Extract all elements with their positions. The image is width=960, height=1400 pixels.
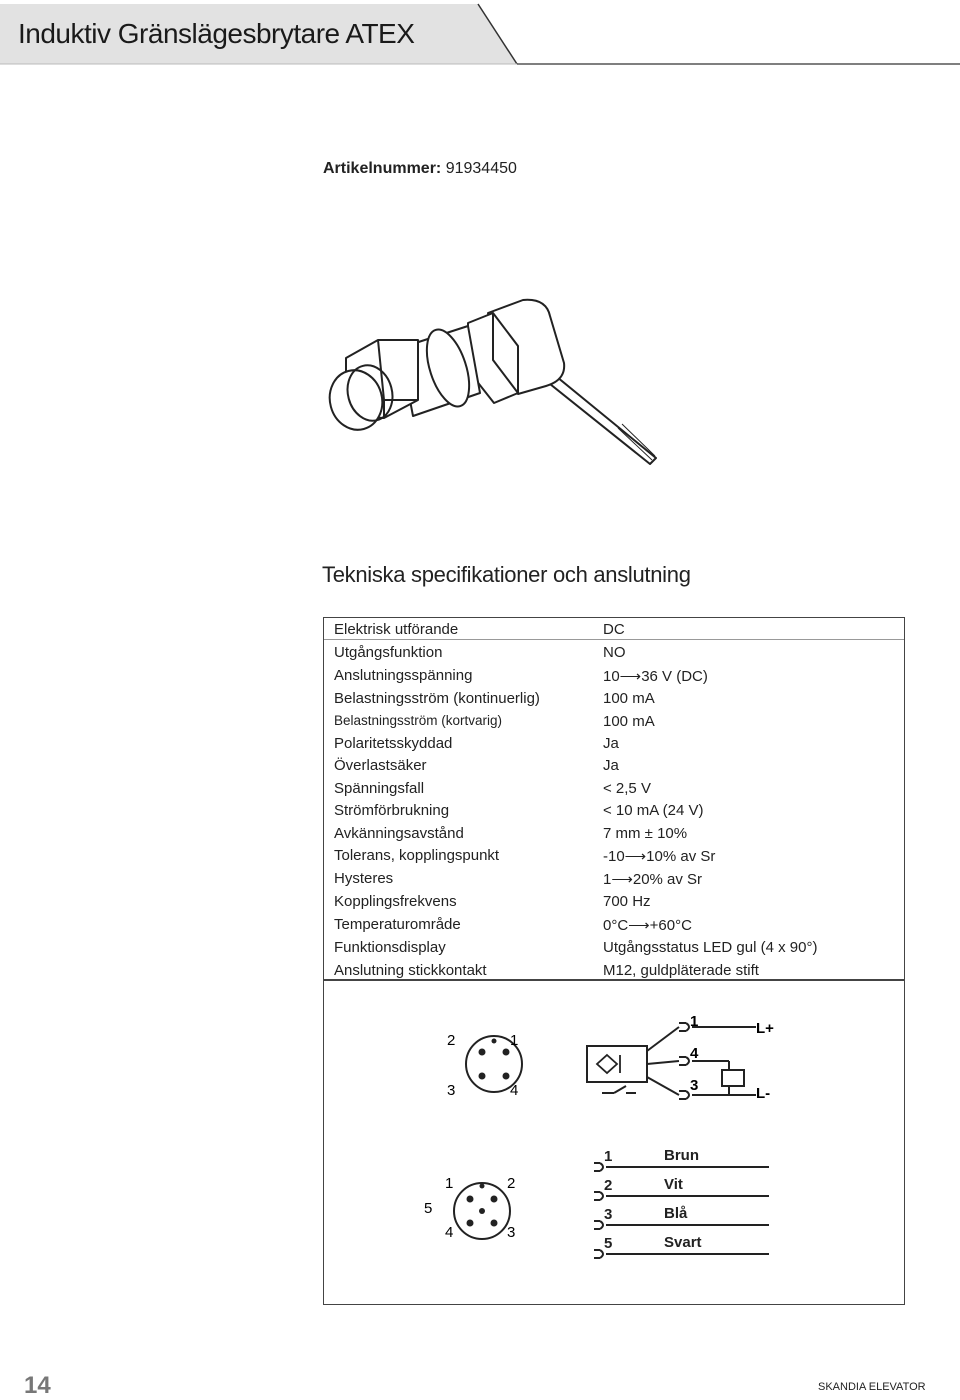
spec-value: 100 mA	[603, 713, 655, 730]
spec-key: Belastningsström (kortvarig)	[334, 713, 503, 728]
spec-row	[324, 618, 904, 641]
c5-pin-label: 3	[507, 1224, 516, 1241]
spec-key: Strömförbrukning	[334, 802, 450, 819]
circuit-diagram	[587, 1023, 756, 1099]
spec-value: < 10 mA (24 V)	[603, 802, 704, 819]
wire-pin-label: 1	[604, 1148, 613, 1165]
spec-value: 10⟶36 V (DC)	[603, 668, 708, 685]
wire-color-label: Vit	[664, 1176, 683, 1193]
spec-key: Belastningsström (kontinuerlig)	[334, 690, 540, 707]
c5-pin-label: 4	[445, 1224, 454, 1241]
spec-key: Anslutningsspänning	[334, 667, 473, 684]
spec-key: Överlastsäker	[334, 757, 427, 774]
spec-row	[324, 732, 904, 755]
connector-4-pin	[447, 1032, 522, 1099]
wire-pin-label: 5	[604, 1235, 613, 1252]
spec-table	[323, 617, 905, 980]
spec-value: Ja	[603, 757, 619, 774]
spec-row	[324, 959, 904, 982]
spec-key: Polaritetsskyddad	[334, 735, 453, 752]
spec-row	[324, 710, 904, 733]
article-number	[323, 160, 517, 178]
spec-row	[324, 777, 904, 800]
spec-value: DC	[603, 621, 625, 638]
connector-5-pin	[424, 1175, 515, 1241]
page-header	[0, 0, 960, 70]
spec-row	[324, 844, 904, 867]
spec-key: Funktionsdisplay	[334, 939, 446, 956]
spec-key: Kopplingsfrekvens	[334, 893, 457, 910]
c4-pin-label: 1	[510, 1032, 519, 1049]
wire-color-label: Blå	[664, 1205, 688, 1222]
spec-value: 7 mm ± 10%	[603, 825, 688, 842]
c4-pin-label: 4	[510, 1082, 519, 1099]
spec-row	[324, 687, 904, 710]
spec-key: Temperaturområde	[334, 916, 461, 933]
footer-brand: SKANDIA ELEVATOR	[818, 1381, 926, 1393]
page-title: Induktiv Gränslägesbrytare ATEX	[18, 18, 415, 49]
section-title: Tekniska specifikationer och anslutning	[322, 562, 691, 587]
c5-pin-label: 2	[507, 1175, 516, 1192]
spec-row	[324, 890, 904, 913]
spec-row	[324, 936, 904, 959]
spec-row	[324, 799, 904, 822]
spec-key: Tolerans, kopplingspunkt	[334, 847, 500, 864]
spec-value: Utgångsstatus LED gul (4 x 90°)	[603, 939, 818, 956]
wire-pin-label: 2	[604, 1177, 613, 1194]
spec-key: Elektrisk utförande	[334, 621, 459, 638]
spec-row	[324, 822, 904, 845]
c4-pin-label: 3	[447, 1082, 456, 1099]
article-label: Artikelnummer:	[323, 160, 442, 177]
spec-value: -10⟶10% av Sr	[603, 848, 716, 865]
page-number: 14	[24, 1372, 51, 1399]
spec-value: 700 Hz	[603, 893, 651, 910]
spec-value: 0°C⟶+60°C	[603, 917, 692, 934]
spec-row	[324, 867, 904, 890]
c4-pin-label: 2	[447, 1032, 456, 1049]
l-minus-label: L-	[756, 1085, 771, 1102]
spec-key: Spänningsfall	[334, 780, 425, 797]
spec-row	[324, 754, 904, 777]
spec-value: < 2,5 V	[603, 780, 651, 797]
l-plus-label: L+	[756, 1020, 774, 1037]
c5-pin-label: 5	[424, 1200, 433, 1217]
wiring-diagram	[324, 981, 906, 1306]
spec-value: 100 mA	[603, 690, 655, 707]
spec-row	[324, 641, 904, 664]
spec-key: Anslutning stickkontakt	[334, 962, 487, 979]
spec-value: NO	[603, 644, 626, 661]
circuit-pin-label: 3	[690, 1077, 699, 1094]
spec-row	[324, 664, 904, 687]
spec-row	[324, 913, 904, 936]
spec-key: Utgångsfunktion	[334, 644, 443, 661]
article-value: 91934450	[445, 160, 517, 177]
spec-key: Hysteres	[334, 870, 394, 887]
wire-color-label: Brun	[664, 1147, 699, 1164]
spec-key: Avkänningsavstånd	[334, 825, 464, 842]
c5-pin-label: 1	[445, 1175, 454, 1192]
circuit-pin-label: 1	[690, 1013, 699, 1030]
wire-pin-label: 3	[604, 1206, 613, 1223]
wire-color-label: Svart	[664, 1234, 702, 1251]
connection-diagrams	[323, 980, 905, 1305]
spec-value: M12, guldpläterade stift	[603, 962, 759, 979]
sensor-illustration	[318, 288, 668, 473]
spec-value: 1⟶20% av Sr	[603, 871, 703, 888]
circuit-pin-label: 4	[690, 1045, 699, 1062]
spec-value: Ja	[603, 735, 619, 752]
